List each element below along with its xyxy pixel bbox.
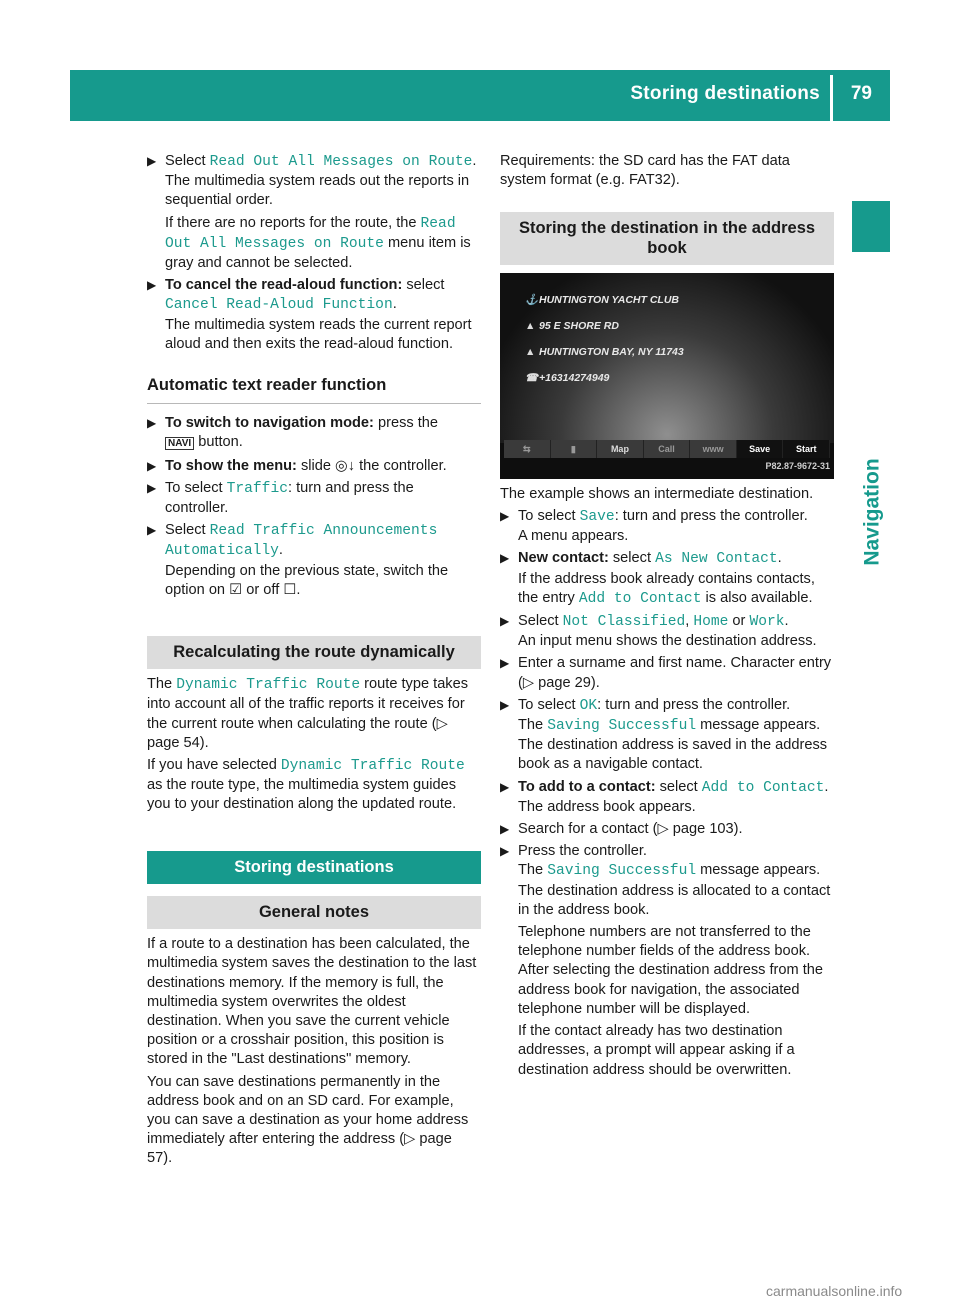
checkbox-off-icon: ☐ xyxy=(283,581,297,598)
contact-icon: ▮ xyxy=(551,440,598,458)
image-code: P82.87-9672-31 xyxy=(765,460,830,471)
street-icon: ▲ xyxy=(525,319,536,332)
phone-icon: ☎ xyxy=(525,371,539,384)
paragraph: The example shows an intermediate destination. xyxy=(500,485,814,502)
checkbox-on-icon: ☑ xyxy=(229,581,243,598)
paragraph: The Dynamic Traffic Route route type takes into account all of the traffic reports it receives for the current route when calculating the route (▷ page 54). xyxy=(147,676,469,751)
section-box-recalculating: Recalculating the route dynamically xyxy=(147,636,481,669)
section-box-general: General notes xyxy=(147,896,481,929)
list-item: ▶ To select OK: turn and press the controller. The Saving Successful message appears. The destination address is saved in the address book as a navigable contact. xyxy=(500,696,828,773)
list-item: ▶ Press the controller. The Saving Successful message appears. The destination address is allocated to a contact in the address book. Telephone numbers are not transferred to the telephone number fields of the address book. After selecting the destination address from the address book for navigation, the associated telephone number will be displayed. If the contact already has two destination addresses, a prompt will appear asking if a destination address should be overwritten. xyxy=(500,843,831,1078)
screen-row: ☎+16314274949 xyxy=(525,369,609,388)
list-item: ▶ Enter a surname and first name. Character entry (▷ page 29). xyxy=(500,655,832,691)
list-item: ▶ To select Save: turn and press the controller. A menu appears. xyxy=(500,508,808,545)
watermark: carmanualsonline.info xyxy=(766,1283,903,1299)
bullet-arrow-icon: ▶ xyxy=(500,551,510,566)
list-item: ▶ Select Read Out All Messages on Route. The multimedia system reads out the reports in sequential order. If there are no reports for the route, the Read Out All Messages on Route menu item is gray and cannot be selected. xyxy=(147,153,477,272)
paragraph: You can save destinations permanently in the address book and on an SD card. For example, you can save a destination as your home address immediately after entering the address (▷ page 57). xyxy=(147,1073,469,1167)
screen-menu-item: Map xyxy=(597,440,644,458)
list-item: ▶ Select Not Classified, Home or Work. An input menu shows the destination address. xyxy=(500,613,817,650)
bullet-arrow-icon: ▶ xyxy=(147,523,157,538)
anchor-icon: ⚓ xyxy=(525,293,539,306)
bullet-arrow-icon: ▶ xyxy=(500,656,510,671)
section-heading: Automatic text reader function xyxy=(147,376,481,404)
list-item: ▶ Select Read Traffic Announcements Automatically. Depending on the previous state, switch the option on ☑ or off ☐. xyxy=(147,522,449,598)
screen-menu-item: Save xyxy=(737,440,784,458)
page-header xyxy=(70,70,890,121)
screen-image xyxy=(500,273,834,479)
back-icon: ⇆ xyxy=(504,440,551,458)
section-box-storing: Storing destinations xyxy=(147,851,481,884)
screen-row: ▲ 95 E SHORE RD xyxy=(525,317,619,336)
header-divider xyxy=(830,75,833,121)
left-column xyxy=(147,152,481,1169)
bullet-arrow-icon: ▶ xyxy=(147,480,157,495)
screen-row: ▲ HUNTINGTON BAY, NY 11743 xyxy=(525,343,684,362)
screen-row: ⚓HUNTINGTON YACHT CLUB xyxy=(525,291,679,310)
bullet-arrow-icon: ▶ xyxy=(500,779,510,794)
controller-icon: ◎↓ xyxy=(335,457,356,474)
paragraph: If you have selected Dynamic Traffic Route as the route type, the multimedia system guides you to your destination along the updated route. xyxy=(147,757,465,813)
side-tab-label: Navigation xyxy=(860,458,884,566)
screen-menu-bar xyxy=(504,440,830,458)
list-item: ▶ To show the menu: slide ◎↓ the controller. xyxy=(147,457,481,476)
side-tab-block xyxy=(852,201,890,252)
screen-menu-item: Call xyxy=(644,440,691,458)
list-item: ▶ Search for a contact (▷ page 103). xyxy=(500,820,834,839)
right-column xyxy=(500,152,834,1080)
city-icon: ▲ xyxy=(525,345,536,358)
bullet-arrow-icon: ▶ xyxy=(500,614,510,629)
bullet-arrow-icon: ▶ xyxy=(147,154,157,168)
list-item: ▶ New contact: select As New Contact. If the address book already contains contacts, the entry Add to Contact is also available. xyxy=(500,550,815,607)
header-title: Storing destinations xyxy=(630,83,820,104)
navi-key-icon: NAVI xyxy=(165,437,194,450)
paragraph: If a route to a destination has been calculated, the multimedia system saves the destination to the last destinations memory. If the memory is full, the multimedia system overwrites the oldest destination. When you save the current vehicle position or a crosshair position, this position is stored in the "Last destinations" memory. xyxy=(147,936,477,1068)
list-item: ▶ To select Traffic: turn and press the controller. xyxy=(147,479,414,517)
bullet-arrow-icon: ▶ xyxy=(147,278,157,293)
bullet-arrow-icon: ▶ xyxy=(500,697,510,712)
bullet-arrow-icon: ▶ xyxy=(147,458,157,473)
list-item: ▶ To cancel the read-aloud function: select Cancel Read-Aloud Function. The multimedia system reads the current report aloud and then exits the read-aloud function. xyxy=(147,277,472,352)
screen-menu-item: Start xyxy=(783,440,830,458)
section-box-address-book: Storing the destination in the address book xyxy=(500,212,834,264)
page-number: 79 xyxy=(850,83,872,104)
paragraph: Requirements: the SD card has the FAT data system format (e.g. FAT32). xyxy=(500,153,790,189)
bullet-arrow-icon: ▶ xyxy=(500,844,510,859)
bullet-arrow-icon: ▶ xyxy=(500,509,510,524)
list-item: ▶ To add to a contact: select Add to Contact. The address book appears. xyxy=(500,778,829,815)
bullet-arrow-icon: ▶ xyxy=(147,416,157,431)
list-item: ▶ To switch to navigation mode: press the NAVI button. xyxy=(147,415,439,451)
bullet-arrow-icon: ▶ xyxy=(500,822,510,837)
screen-menu-item: www xyxy=(690,440,737,458)
